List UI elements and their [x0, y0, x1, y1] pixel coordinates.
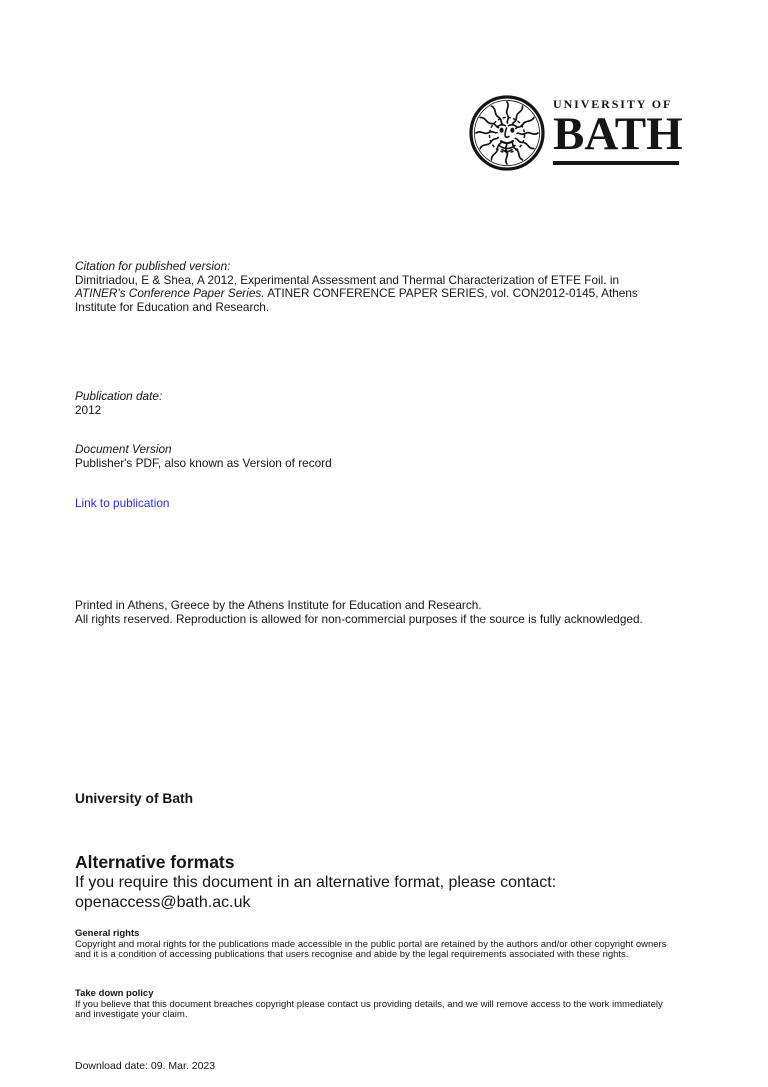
- alternative-formats-email: openaccess@bath.ac.uk: [75, 893, 251, 911]
- take-down-policy-block: [75, 989, 747, 1021]
- take-down-policy-heading: Take down policy: [75, 988, 154, 999]
- bath-seal-icon: [468, 94, 546, 172]
- citation-line: [75, 287, 715, 301]
- printed-line: Printed in Athens, Greece by the Athens Institute for Education and Research.: [75, 598, 482, 612]
- logo-wordmark: [553, 94, 683, 165]
- document-version-label: Document Version: [75, 442, 172, 456]
- link-to-publication-row: [75, 494, 169, 512]
- take-down-policy-line: If you believe that this document breaches copyright please contact us providing details, and we will remove access to the work immediately: [75, 998, 663, 1010]
- publication-date-block: [75, 390, 162, 417]
- take-down-policy-line: and investigate your claim.: [75, 1009, 188, 1020]
- publication-date-value: 2012: [75, 402, 102, 417]
- citation-line: Institute for Education and Research.: [75, 299, 270, 314]
- general-rights-line: Copyright and moral rights for the publications made accessible in the public portal are retained by the authors and/or other copyright owners: [75, 938, 667, 950]
- general-rights-heading: General rights: [75, 928, 140, 939]
- logo-underline: [553, 161, 679, 165]
- general-rights-line: and it is a condition of accessing publications that users recognise and abide by the legal requirements associated with these rights.: [75, 949, 629, 960]
- general-rights-block: [75, 929, 747, 961]
- publication-date-label: Publication date:: [75, 389, 163, 403]
- affiliation-title: University of Bath: [75, 791, 194, 806]
- document-version-value: Publisher's PDF, also known as Version of record: [75, 455, 332, 470]
- link-to-publication[interactable]: Link to publication: [75, 496, 170, 510]
- download-date: Download date: 09. Mar. 2023: [75, 1060, 216, 1072]
- citation-series-italic: ATINER's Conference Paper Series.: [75, 286, 265, 300]
- citation-block: [75, 260, 715, 314]
- university-of-bath-logo: [468, 94, 683, 172]
- logo-bath-text: BATH: [553, 108, 683, 160]
- citation-label: Citation for published version:: [75, 259, 231, 273]
- alternative-formats-block: [75, 852, 715, 912]
- logo-university-of-text: UNIVERSITY OF: [553, 97, 673, 111]
- document-version-block: [75, 443, 332, 470]
- printed-notice-block: [75, 599, 755, 626]
- citation-series-rest: ATINER CONFERENCE PAPER SERIES, vol. CON2012-0145, Athens: [264, 286, 638, 300]
- alternative-formats-heading: Alternative formats: [75, 852, 235, 872]
- citation-line: Dimitriadou, E & Shea, A 2012, Experimental Assessment and Thermal Characterization of ETFE Foil. in: [75, 272, 620, 287]
- alternative-formats-line: If you require this document in an alternative format, please contact:: [75, 874, 557, 891]
- printed-line: All rights reserved. Reproduction is allowed for non-commercial purposes if the source is fully acknowledged.: [75, 611, 643, 626]
